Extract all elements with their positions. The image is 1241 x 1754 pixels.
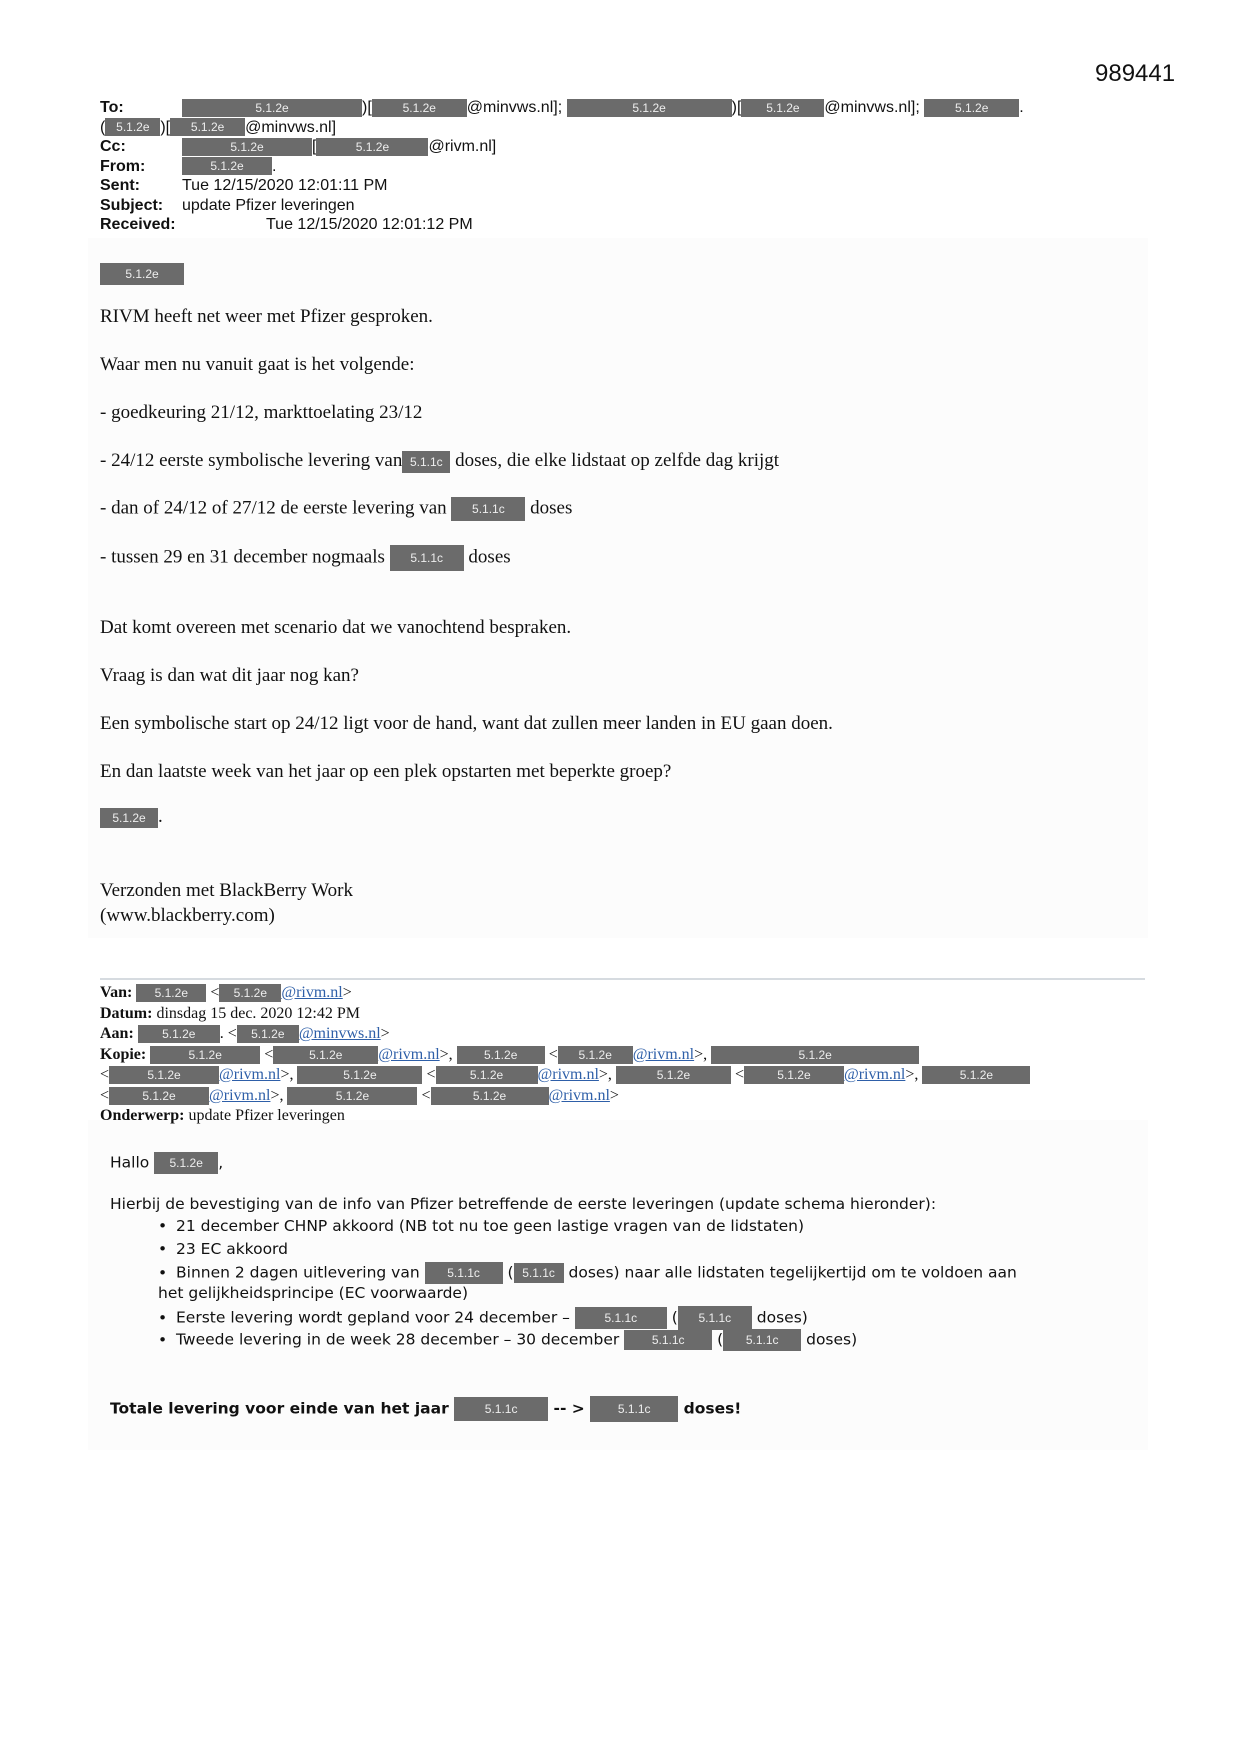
text: doses: [530, 497, 573, 519]
redaction: 5.1.2e: [182, 157, 272, 175]
datum-row: [100, 1004, 1150, 1025]
document-id: 989441: [1095, 60, 1176, 87]
total-text: doses!: [683, 1399, 742, 1418]
greeting-text: Hallo: [110, 1153, 150, 1172]
redaction: 5.1.2e: [138, 1025, 220, 1043]
email-domain: @rivm.nl]: [428, 138, 497, 155]
bullet-text: Eerste levering wordt gepland voor 24 december –: [176, 1308, 570, 1327]
paragraph: Vraag is dan wat dit jaar nog kan?: [100, 665, 359, 686]
mobile-signature-line-1: Verzonden met BlackBerry Work: [100, 880, 353, 901]
email-domain: @minvws.nl];: [466, 99, 563, 116]
kopie-row-3: < 5.1.2e @rivm.nl>, 5.1.2e < 5.1.2e @rivm.nl>: [100, 1086, 619, 1104]
bullet-icon: •: [158, 1330, 168, 1349]
email-body-panel: [88, 238, 1148, 938]
salutation: [100, 262, 184, 285]
redaction: 5.1.2e: [105, 118, 160, 136]
redaction: 5.1.2e: [150, 1046, 260, 1064]
redaction: 5.1.1c: [575, 1307, 667, 1329]
datum-label: Datum:: [100, 1004, 153, 1022]
redaction: 5.1.2e: [372, 99, 467, 117]
email-link[interactable]: @rivm.nl: [209, 1086, 271, 1104]
text: doses, die elke lidstaat op zelfde dag krijgt: [455, 450, 780, 471]
to-row: To: 5.1.2e )[ 5.1.2e @minvws.nl]; 5.1.2e )[ 5.1.2e @minvws.nl]; 5.1.2e .: [100, 99, 1024, 116]
text: - 24/12 eerste symbolische levering van: [100, 450, 403, 471]
bullet-icon: •: [158, 1263, 168, 1282]
redaction: 5.1.1c: [514, 1263, 564, 1283]
redaction: 5.1.2e: [136, 984, 206, 1002]
redaction: 5.1.2e: [182, 99, 362, 117]
redaction: 5.1.2e: [558, 1046, 633, 1064]
list-item: [100, 450, 779, 473]
redaction: 5.1.2e: [273, 1046, 378, 1064]
redaction: 5.1.2e: [219, 984, 281, 1002]
redaction: 5.1.1c: [402, 451, 450, 473]
subject-row: [100, 196, 1100, 216]
email-link[interactable]: @rivm.nl: [281, 984, 343, 1001]
email-link[interactable]: @rivm.nl: [843, 1066, 906, 1083]
email-link[interactable]: @rivm.nl: [219, 1066, 281, 1083]
bullet-text: Binnen 2 dagen uitlevering van: [176, 1263, 420, 1282]
greeting: Hallo 5.1.2e ,: [110, 1152, 223, 1174]
redaction: 5.1.1c: [678, 1306, 752, 1330]
subject-label: Subject:: [100, 196, 164, 214]
list-item: [100, 497, 572, 521]
van-row: Van: 5.1.2e < 5.1.2e @rivm.nl>: [100, 984, 352, 1001]
redaction: 5.1.2e: [436, 1066, 538, 1084]
van-label: Van:: [100, 984, 133, 1001]
redaction: 5.1.2e: [711, 1046, 919, 1064]
paragraph: Dat komt overeen met scenario dat we vanochtend bespraken.: [100, 617, 572, 638]
paragraph: En dan laatste week van het jaar op een plek opstarten met beperkte groep?: [100, 761, 672, 782]
bullet-item: • Binnen 2 dagen uitlevering van 5.1.1c ( 5.1.1c doses) naar alle lidstaten tegelijkertijd om te voldoen aan: [158, 1262, 1017, 1284]
text: - dan of 24/12 of 27/12 de eerste levering van: [100, 497, 447, 519]
email-link[interactable]: @minvws.nl: [298, 1025, 381, 1042]
paragraph: Een symbolische start op 24/12 ligt voor de hand, want dat zullen meer landen in EU gaan doen.: [100, 713, 833, 734]
redaction: 5.1.1c: [390, 545, 464, 571]
redaction: 5.1.2e: [741, 99, 824, 117]
bullet-icon: •: [158, 1240, 168, 1258]
bullet-text: Tweede levering in de week 28 december – 30 december: [176, 1330, 620, 1349]
signature-name: 5.1.2e .: [100, 806, 163, 828]
redaction: 5.1.2e: [316, 138, 428, 156]
bullet-item: • Eerste levering wordt gepland voor 24 december – 5.1.1c ( 5.1.1c doses): [158, 1306, 808, 1330]
to-label: To:: [100, 99, 124, 116]
cc-label: Cc:: [100, 138, 126, 155]
redaction: 5.1.2e: [431, 1087, 549, 1105]
divider: [100, 978, 1145, 980]
bullet-icon: •: [158, 1217, 168, 1235]
email-link[interactable]: @rivm.nl: [378, 1045, 440, 1063]
kopie-row: Kopie: 5.1.2e < 5.1.2e @rivm.nl>, 5.1.2e < 5.1.2e @rivm.nl>, 5.1.2e: [100, 1045, 1150, 1066]
email-domain: @minvws.nl]: [245, 118, 337, 136]
email-header: [100, 98, 1100, 235]
bullet-item: [158, 1217, 804, 1235]
redaction: 5.1.2e: [744, 1066, 844, 1084]
from-row: From: 5.1.2e .: [100, 157, 277, 175]
redaction: 5.1.2e: [922, 1066, 1030, 1084]
text: doses: [468, 546, 511, 568]
email-link[interactable]: @rivm.nl: [548, 1086, 610, 1104]
bullet-text: 23 EC akkoord: [176, 1240, 288, 1258]
redaction: 5.1.2e: [924, 99, 1019, 117]
email-domain: @minvws.nl];: [824, 99, 920, 116]
redaction: 5.1.2e: [109, 1066, 219, 1084]
redaction: 5.1.2e: [100, 808, 158, 828]
list-item: [100, 545, 511, 571]
bullet-icon: •: [158, 1308, 168, 1327]
sent-row: [100, 176, 1100, 196]
email-link[interactable]: @rivm.nl: [537, 1066, 599, 1083]
bullet-text: doses): [756, 1308, 808, 1327]
bullet-text: 21 december CHNP akkoord (NB tot nu toe geen lastige vragen van de lidstaten): [176, 1217, 805, 1235]
cc-row: Cc: 5.1.2e [ 5.1.2e @rivm.nl]: [100, 138, 497, 155]
redaction: 5.1.2e: [297, 1066, 422, 1084]
bullet-continuation: het gelijkheidsprincipe (EC voorwaarde): [158, 1284, 468, 1302]
bullet-item: • Tweede levering in de week 28 december – 30 december 5.1.1c ( 5.1.1c doses): [158, 1329, 857, 1351]
redaction: 5.1.2e: [616, 1066, 731, 1084]
from-label: From:: [100, 157, 146, 175]
onderwerp-label: Onderwerp:: [100, 1107, 185, 1124]
intro-text: Hierbij de bevestiging van de info van Pfizer betreffende de eerste leveringen (update schema hieronder):: [110, 1195, 937, 1213]
kopie-label: Kopie:: [100, 1045, 147, 1063]
email-link[interactable]: @rivm.nl: [632, 1045, 695, 1063]
bullet-item: [158, 1240, 288, 1258]
redaction: 5.1.2e: [237, 1025, 299, 1043]
received-label: Received:: [100, 216, 176, 233]
mobile-signature-line-2: (www.blackberry.com): [100, 905, 275, 926]
redaction: 5.1.1c: [425, 1262, 503, 1284]
redaction: 5.1.2e: [100, 263, 184, 285]
aan-row: Aan: 5.1.2e . < 5.1.2e @minvws.nl>: [100, 1025, 390, 1042]
sent-value: Tue 12/15/2020 12:01:11 PM: [182, 177, 388, 194]
text: - tussen 29 en 31 december nogmaals: [100, 546, 385, 568]
redaction: 5.1.2e: [182, 138, 312, 156]
redaction: 5.1.1c: [454, 1397, 548, 1421]
redaction: 5.1.2e: [170, 118, 245, 136]
onderwerp-row: [100, 1106, 1150, 1127]
redaction: 5.1.2e: [457, 1046, 545, 1064]
aan-label: Aan:: [100, 1025, 134, 1042]
redaction: 5.1.2e: [567, 99, 732, 117]
bullet-text: doses) naar alle lidstaten tegelijkertijd om te voldoen aan: [568, 1263, 1017, 1282]
onderwerp-value: update Pfizer leveringen: [188, 1107, 345, 1124]
total-text: Totale levering voor einde van het jaar: [110, 1399, 449, 1418]
redaction: 5.1.1c: [723, 1329, 801, 1351]
to-row-continued: ( 5.1.2e )[ 5.1.2e @minvws.nl]: [100, 118, 337, 136]
redaction: 5.1.2e: [109, 1087, 209, 1105]
list-item: - goedkeuring 21/12, markttoelating 23/12: [100, 402, 423, 423]
redaction: 5.1.2e: [287, 1087, 417, 1105]
subject-value: update Pfizer leveringen: [182, 196, 355, 214]
redaction: 5.1.2e: [154, 1152, 218, 1174]
redaction: 5.1.1c: [624, 1330, 712, 1350]
redaction: 5.1.1c: [451, 497, 525, 521]
received-row: [100, 215, 1100, 235]
total-delivery: [110, 1396, 741, 1422]
received-value: Tue 12/15/2020 12:01:12 PM: [266, 216, 473, 233]
arrow-text: -- >: [553, 1399, 585, 1418]
kopie-row-2: < 5.1.2e @rivm.nl>, 5.1.2e < 5.1.2e @rivm.nl>, 5.1.2e < 5.1.2e @rivm.nl>, 5.1.2e: [100, 1065, 1150, 1086]
sent-label: Sent:: [100, 177, 140, 194]
paragraph: Waar men nu vanuit gaat is het volgende:: [100, 354, 415, 375]
redaction: 5.1.1c: [590, 1396, 678, 1422]
datum-value: dinsdag 15 dec. 2020 12:42 PM: [156, 1004, 360, 1022]
paragraph: RIVM heeft net weer met Pfizer gesproken.: [100, 306, 433, 327]
forwarded-header: [100, 983, 1150, 1127]
bullet-text: doses): [806, 1330, 858, 1349]
